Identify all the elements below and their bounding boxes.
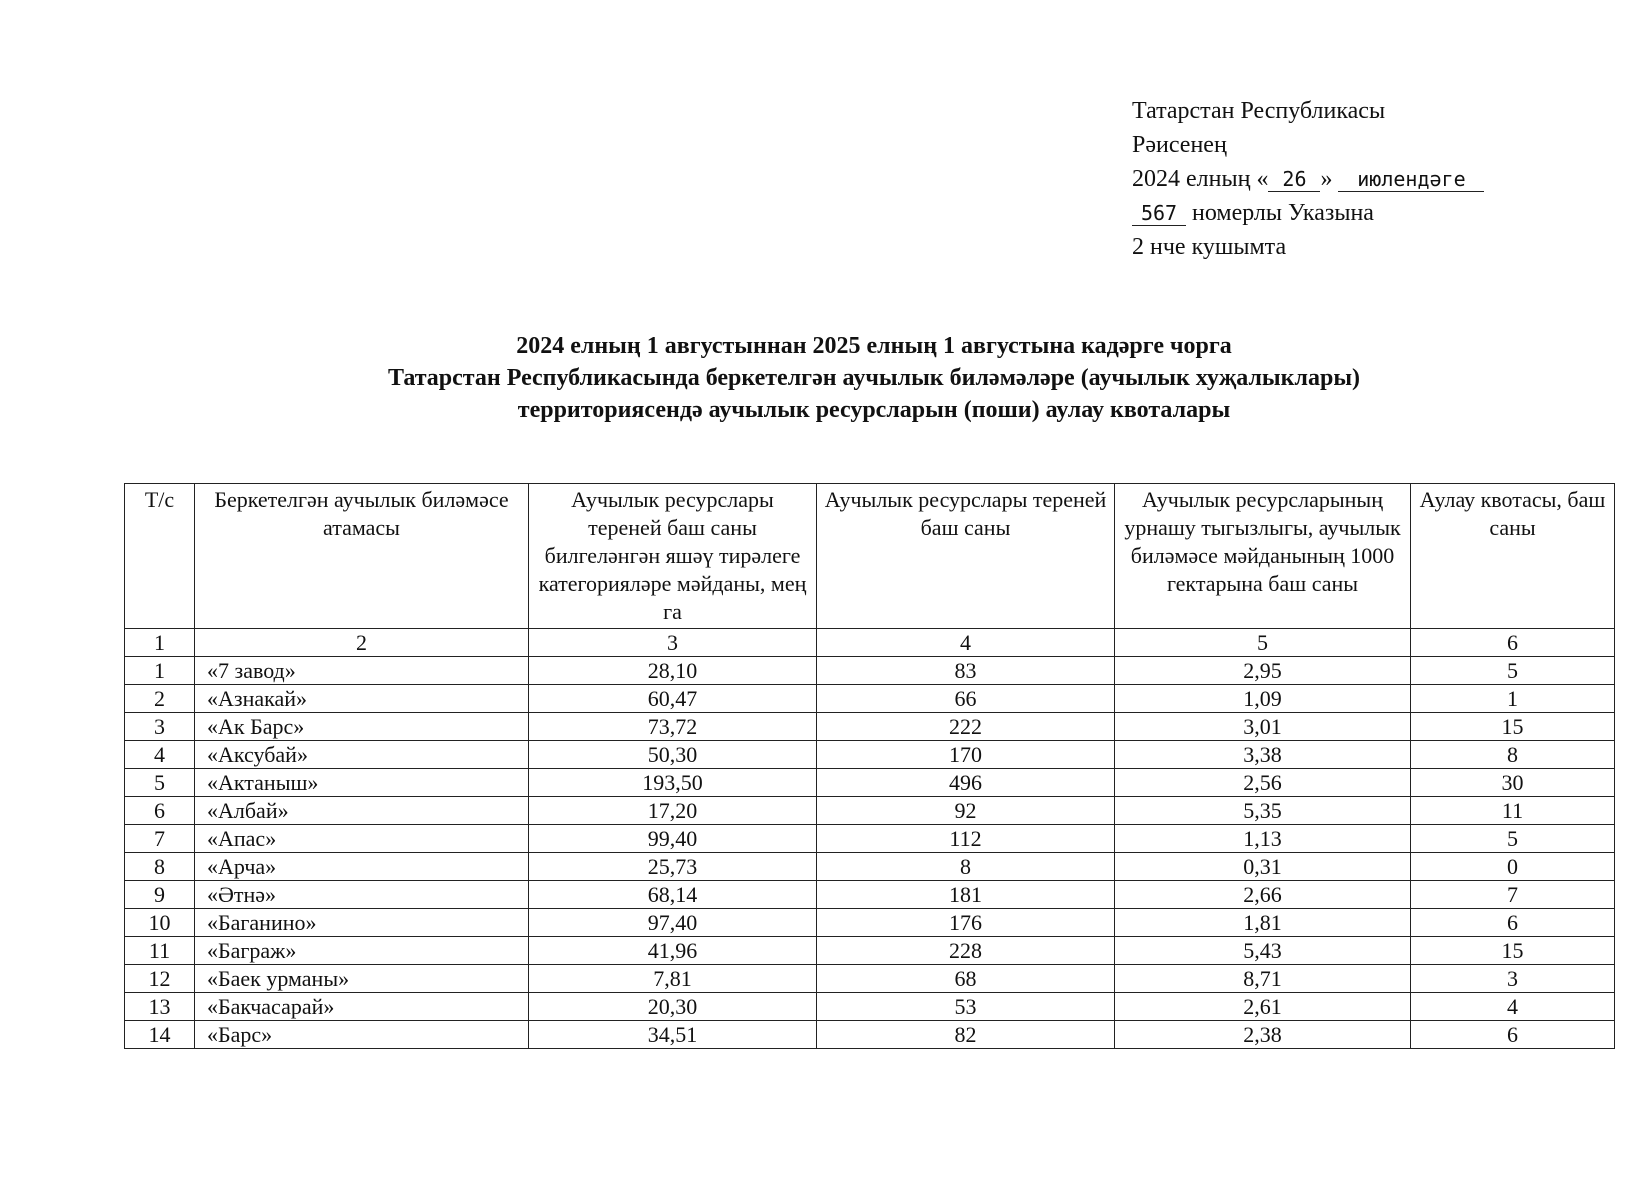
row-habitat-area: 25,73 — [529, 853, 817, 881]
row-population: 181 — [817, 881, 1115, 909]
row-index: 5 — [125, 769, 195, 797]
row-territory-name: «Баграж» — [195, 937, 529, 965]
title-line-2: Татарстан Республикасында беркетелгән аучылык биләмәләре (аучылык хуҗалыклары) — [387, 365, 1361, 391]
annex-block — [1132, 94, 1484, 264]
row-territory-name: «Аксубай» — [195, 741, 529, 769]
row-index: 12 — [125, 965, 195, 993]
document-title — [0, 330, 1634, 426]
row-density: 2,56 — [1115, 769, 1411, 797]
column-number: 5 — [1115, 629, 1411, 657]
annex-decree-number: 567 — [1132, 201, 1186, 226]
row-density: 5,35 — [1115, 797, 1411, 825]
row-habitat-area: 60,47 — [529, 685, 817, 713]
row-territory-name: «7 завод» — [195, 657, 529, 685]
row-density: 1,81 — [1115, 909, 1411, 937]
table-row — [125, 825, 1615, 853]
table-row — [125, 909, 1615, 937]
header-habitat-area: Аучылык ресурслары тереней баш саны билгеләнгән яшәү тирәлеге категорияләре мәйданы, мең га — [529, 484, 817, 629]
table-row — [125, 741, 1615, 769]
row-index: 1 — [125, 657, 195, 685]
row-density: 5,43 — [1115, 937, 1411, 965]
header-density: Аучылык ресурсларының урнашу тыгызлыгы, аучылык биләмәсе мәйданының 1000 гектарына баш саны — [1115, 484, 1411, 629]
title-line-3: территориясендә аучылык ресурсларын (поши) аулау квоталары — [517, 397, 1231, 423]
row-density: 2,61 — [1115, 993, 1411, 1021]
row-quota: 8 — [1411, 741, 1615, 769]
column-number: 4 — [817, 629, 1115, 657]
row-quota: 7 — [1411, 881, 1615, 909]
row-habitat-area: 193,50 — [529, 769, 817, 797]
row-habitat-area: 99,40 — [529, 825, 817, 853]
annex-line-republic: Татарстан Республикасы — [1132, 98, 1386, 124]
row-quota: 11 — [1411, 797, 1615, 825]
row-population: 8 — [817, 853, 1115, 881]
row-population: 66 — [817, 685, 1115, 713]
quota-table — [124, 483, 1615, 1049]
row-habitat-area: 50,30 — [529, 741, 817, 769]
annex-line-appendix: 2 нче кушымта — [1132, 234, 1287, 260]
row-index: 4 — [125, 741, 195, 769]
annex-date-month: июлендәге — [1338, 167, 1484, 192]
row-territory-name: «Азнакай» — [195, 685, 529, 713]
row-population: 92 — [817, 797, 1115, 825]
row-index: 7 — [125, 825, 195, 853]
row-territory-name: «Әтнә» — [195, 881, 529, 909]
row-habitat-area: 97,40 — [529, 909, 817, 937]
header-territory-name: Беркетелгән аучылык биләмәсе атамасы — [195, 484, 529, 629]
annex-date-mid: » — [1320, 166, 1333, 192]
table-row — [125, 769, 1615, 797]
annex-date-day: 26 — [1268, 167, 1320, 192]
table-row — [125, 657, 1615, 685]
row-index: 11 — [125, 937, 195, 965]
row-population: 82 — [817, 1021, 1115, 1049]
table-row — [125, 713, 1615, 741]
row-territory-name: «Баек урманы» — [195, 965, 529, 993]
row-population: 496 — [817, 769, 1115, 797]
row-index: 10 — [125, 909, 195, 937]
annex-decree-suffix: номерлы Указына — [1192, 200, 1374, 226]
annex-line-date — [1132, 162, 1484, 196]
row-index: 9 — [125, 881, 195, 909]
row-territory-name: «Апас» — [195, 825, 529, 853]
row-territory-name: «Бакчасарай» — [195, 993, 529, 1021]
row-quota: 1 — [1411, 685, 1615, 713]
table-row — [125, 853, 1615, 881]
row-density: 1,09 — [1115, 685, 1411, 713]
row-quota: 6 — [1411, 909, 1615, 937]
row-index: 2 — [125, 685, 195, 713]
row-density: 2,95 — [1115, 657, 1411, 685]
row-quota: 3 — [1411, 965, 1615, 993]
row-habitat-area: 34,51 — [529, 1021, 817, 1049]
row-density: 3,38 — [1115, 741, 1411, 769]
row-quota: 4 — [1411, 993, 1615, 1021]
row-index: 3 — [125, 713, 195, 741]
row-population: 170 — [817, 741, 1115, 769]
row-index: 6 — [125, 797, 195, 825]
header-population: Аучылык ресурслары тереней баш саны — [817, 484, 1115, 629]
row-quota: 15 — [1411, 713, 1615, 741]
table-row — [125, 993, 1615, 1021]
column-number: 6 — [1411, 629, 1615, 657]
title-line-1: 2024 елның 1 августыннан 2025 елның 1 августына кадәрге чорга — [516, 333, 1232, 359]
table-row — [125, 1021, 1615, 1049]
table-row — [125, 937, 1615, 965]
row-territory-name: «Баганино» — [195, 909, 529, 937]
row-territory-name: «Албай» — [195, 797, 529, 825]
row-quota: 15 — [1411, 937, 1615, 965]
row-quota: 6 — [1411, 1021, 1615, 1049]
row-quota: 5 — [1411, 825, 1615, 853]
column-number: 3 — [529, 629, 817, 657]
row-index: 13 — [125, 993, 195, 1021]
row-density: 1,13 — [1115, 825, 1411, 853]
row-population: 222 — [817, 713, 1115, 741]
row-density: 3,01 — [1115, 713, 1411, 741]
column-number: 1 — [125, 629, 195, 657]
row-population: 228 — [817, 937, 1115, 965]
annex-date-prefix: 2024 елның « — [1132, 166, 1269, 192]
row-index: 14 — [125, 1021, 195, 1049]
row-density: 8,71 — [1115, 965, 1411, 993]
row-habitat-area: 20,30 — [529, 993, 817, 1021]
row-territory-name: «Актаныш» — [195, 769, 529, 797]
annex-line-president: Рәисенең — [1132, 132, 1227, 158]
header-quota: Аулау квотасы, баш саны — [1411, 484, 1615, 629]
row-quota: 5 — [1411, 657, 1615, 685]
table-row — [125, 685, 1615, 713]
table-row — [125, 965, 1615, 993]
row-habitat-area: 7,81 — [529, 965, 817, 993]
column-number: 2 — [195, 629, 529, 657]
row-territory-name: «Барс» — [195, 1021, 529, 1049]
row-density: 0,31 — [1115, 853, 1411, 881]
row-territory-name: «Ак Барс» — [195, 713, 529, 741]
row-population: 53 — [817, 993, 1115, 1021]
row-territory-name: «Арча» — [195, 853, 529, 881]
row-index: 8 — [125, 853, 195, 881]
row-population: 68 — [817, 965, 1115, 993]
table-body — [125, 629, 1615, 1049]
row-population: 176 — [817, 909, 1115, 937]
row-population: 83 — [817, 657, 1115, 685]
row-habitat-area: 28,10 — [529, 657, 817, 685]
table-header-row — [125, 484, 1615, 629]
row-density: 2,66 — [1115, 881, 1411, 909]
row-habitat-area: 68,14 — [529, 881, 817, 909]
table-row — [125, 797, 1615, 825]
row-quota: 0 — [1411, 853, 1615, 881]
table-row — [125, 881, 1615, 909]
row-habitat-area: 73,72 — [529, 713, 817, 741]
column-number-row — [125, 629, 1615, 657]
row-quota: 30 — [1411, 769, 1615, 797]
row-density: 2,38 — [1115, 1021, 1411, 1049]
row-habitat-area: 17,20 — [529, 797, 817, 825]
row-habitat-area: 41,96 — [529, 937, 817, 965]
header-index: Т/с — [125, 484, 195, 629]
annex-line-number — [1132, 196, 1484, 230]
row-population: 112 — [817, 825, 1115, 853]
